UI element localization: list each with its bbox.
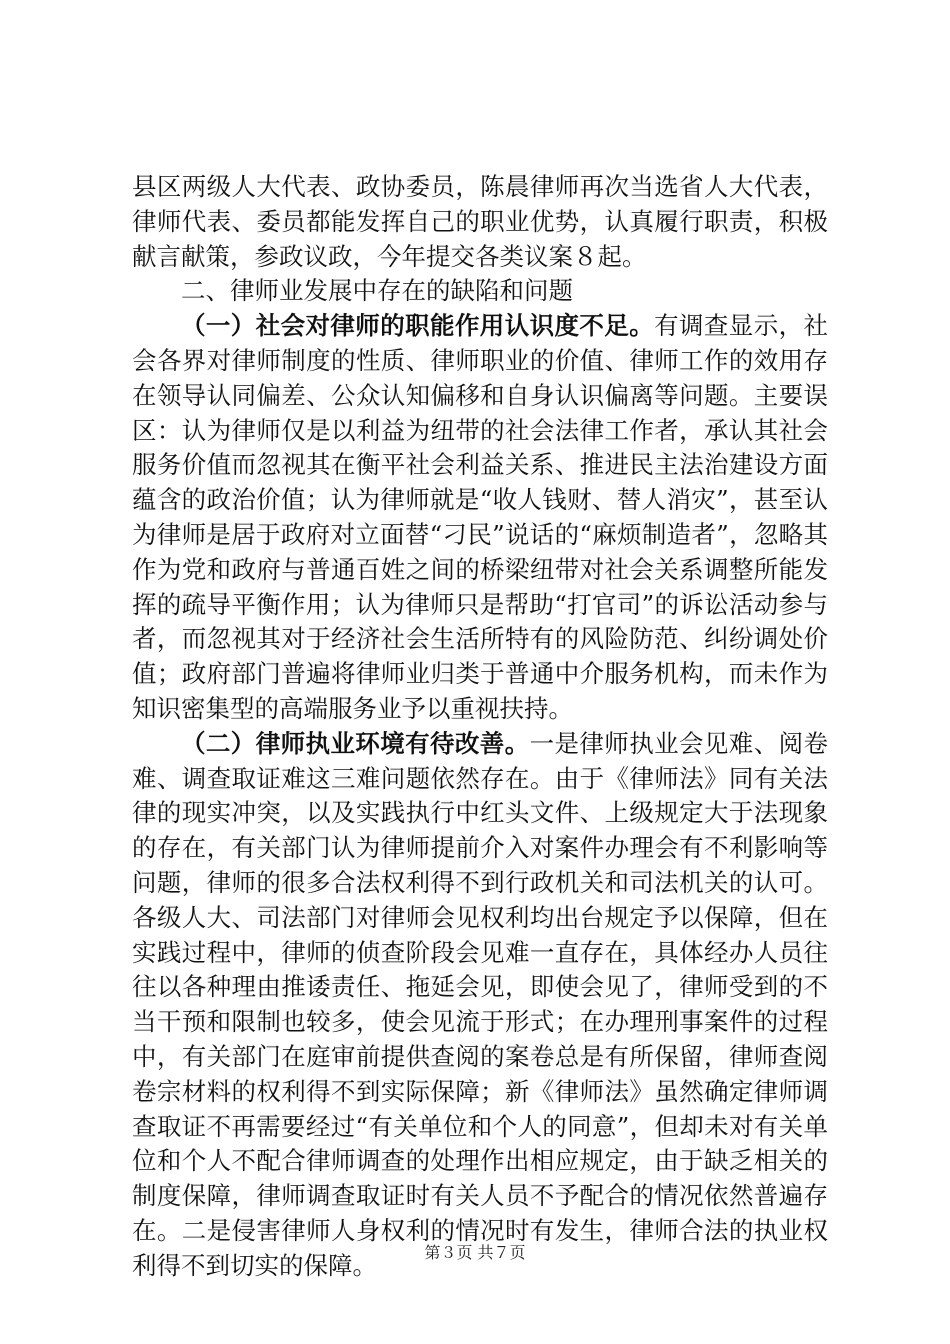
subsection-1-title: （一）社会对律师的职能作用认识度不足。 (181, 311, 655, 341)
paragraph-subsection-2 (132, 727, 828, 1284)
paragraph-continuation (132, 170, 828, 274)
section-heading-text: 二、律师业发展中存在的缺陷和问题 (181, 276, 573, 306)
paragraph-subsection-1 (132, 309, 828, 727)
paragraph-text: 县区两级人大代表、政协委员，陈晨律师再次当选省人大代表，律师代表、委员都能发挥自己的职业优势，认真履行职责，积极献言献策，参政议政，今年提交各类议案８起。 (132, 172, 828, 271)
section-heading (132, 274, 828, 309)
subsection-2-text: 一是律师执业会见难、阅卷难、调查取证难这三难问题依然存在。由于《律师法》同有关法律的现实冲突，以及实践执行中红头文件、上级规定大于法现象的存在，有关部门认为律师提前介入对案件办理会有不利影响等问题，律师的很多合法权利得不到行政机关和司法机关的认可。各级人大、司法部门对律师会见权利均出台规定予以保障，但在实践过程中，律师的侦查阶段会见难一直存在，具体经办人员往往以各种理由推诿责任、拖延会见，即使会见了，律师受到的不当干预和限制也较多，使会见流于形式；在办理刑事案件的过程中，有关部门在庭审前提供查阅的案卷总是有所保留，律师查阅卷宗材料的权利得不到实际保障；新《律师法》虽然确定律师调查取证不再需要经过“有关单位和个人的同意”，但却未对有关单位和个人不配合律师调查的处理作出相应规定，由于缺乏相关的制度保障，律师调查取证时有关人员不予配合的情况依然普遍存在。二是侵害律师人身权利的情况时有发生，律师合法的执业权利得不到切实的保障。 (132, 728, 829, 1280)
document-body (132, 170, 828, 1284)
subsection-1-text: 有调查显示，社会各界对律师制度的性质、律师职业的价值、律师工作的效用存在领导认同偏差、公众认知偏移和自身认识偏离等问题。主要误区：认为律师仅是以利益为纽带的社会法律工作者，承认其社会服务价值而忽视其在衡平社会利益关系、推进民主法治建设方面蕴含的政治价值；认为律师就是“收人钱财、替人消灾”，甚至认为律师是居于政府对立面替“刁民”说话的“麻烦制造者”，忽略其作为党和政府与普通百姓之间的桥梁纽带对社会关系调整所能发挥的疏导平衡作用；认为律师只是帮助“打官司”的诉讼活动参与者，而忽视其对于经济社会生活所特有的风险防范、纠纷调处价值；政府部门普遍将律师业归类于普通中介服务机构，而未作为知识密集型的高端服务业予以重视扶持。 (132, 311, 829, 723)
subsection-2-title: （二）律师执业环境有待改善。 (181, 728, 530, 758)
page-number-footer: 第３页 共７页 (424, 1243, 526, 1262)
